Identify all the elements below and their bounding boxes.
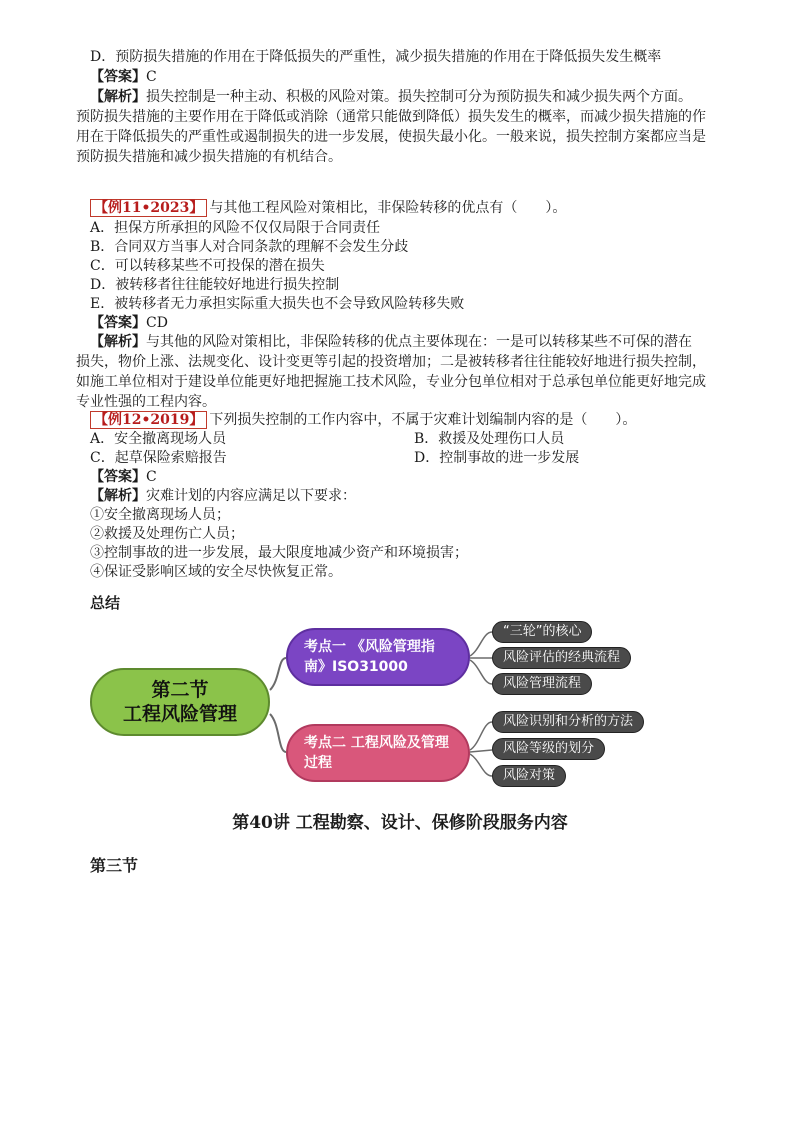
- q11-option-e: E．被转移者无力承担实际重大损失也不会导致风险转移失败: [90, 296, 465, 312]
- answer-prev: [90, 67, 157, 87]
- connector-b2-leaf2: [470, 750, 492, 752]
- q12-tag: 【例12•2019】: [90, 411, 207, 429]
- q11-stem: [90, 198, 566, 218]
- root-line-1: 第二节: [151, 679, 209, 701]
- q12-analysis-item-3: ③控制事故的进一步发展，最大限度地减少资产和环境损害；: [90, 545, 468, 561]
- mindmap-root: [90, 668, 270, 736]
- q11-option-d: D．被转移者往往能较好地进行损失控制: [90, 277, 340, 293]
- analysis-prev-2: 预防损失措施的主要作用在于降低或消除（通常只能做到降低）损失发生的概率，而减少损失措施的作: [76, 109, 706, 125]
- mindmap-branch-1: [286, 628, 470, 686]
- option-d-prev: D．预防损失措施的作用在于降低损失的严重性，减少损失措施的作用在于降低损失发生概率: [90, 49, 662, 65]
- q12-option-a: A．安全撤离现场人员: [90, 431, 227, 447]
- branch-2-label: 考点二 工程风险及管理过程: [304, 735, 449, 771]
- q11-answer: [90, 313, 168, 333]
- q12-stem: [90, 410, 636, 430]
- mindmap-leaf: 风险评估的经典流程: [492, 647, 631, 669]
- q12-option-c: C．起草保险索赔报告: [90, 450, 227, 466]
- q12-option-d: D．控制事故的进一步发展: [414, 450, 580, 466]
- mindmap-leaf: 风险对策: [492, 765, 566, 787]
- q11-option-b: B．合同双方当事人对合同条款的理解不会发生分歧: [90, 239, 409, 255]
- analysis-prev-1: [90, 87, 692, 107]
- connector-b1-leaf3: [470, 660, 492, 684]
- q11-option-c: C．可以转移某些不可投保的潜在损失: [90, 258, 325, 274]
- q11-analysis-4: 专业性强的工程内容。: [76, 394, 216, 410]
- q12-option-b: B．救援及处理伤口人员: [414, 431, 565, 447]
- q12-analysis-item-4: ④保证受影响区域的安全尽快恢复正常。: [90, 564, 342, 580]
- summary-heading: 总结: [90, 594, 121, 612]
- connector-root-branch1: [270, 658, 286, 690]
- analysis-text: 与其他的风险对策相比，非保险转移的优点主要体现在：一是可以转移某些不可保的潜在: [146, 334, 692, 350]
- analysis-text: 损失控制是一种主动、积极的风险对策。损失控制可分为预防损失和减少损失两个方面。: [146, 89, 692, 105]
- connector-b2-leaf3: [470, 754, 492, 776]
- branch-1-label: 考点一 《风险管理指南》ISO31000: [304, 639, 435, 675]
- analysis-label: 【解析】: [90, 488, 146, 504]
- lecture-title: 第40讲 工程勘察、设计、保修阶段服务内容: [232, 813, 568, 833]
- mindmap-leaf: 风险识别和分析的方法: [492, 711, 644, 733]
- answer-value: CD: [146, 315, 168, 331]
- answer-value: C: [146, 469, 157, 485]
- q11-tag: 【例11•2023】: [90, 199, 207, 217]
- analysis-label: 【解析】: [90, 334, 146, 350]
- root-line-2: 工程风险管理: [122, 703, 237, 725]
- analysis-label: 【解析】: [90, 89, 146, 105]
- q12-analysis-item-1: ①安全撤离现场人员；: [90, 507, 230, 523]
- q11-analysis-3: 如施工单位相对于建设单位能更好地把握施工技术风险，专业分包单位相对于总承包单位能更好地完成: [76, 374, 706, 390]
- q11-analysis-2: 损失，物价上涨、法规变化、设计变更等引起的投资增加；二是被转移者往往能较好地进行损失控制，: [76, 354, 706, 370]
- q11-option-a: A．担保方所承担的风险不仅仅局限于合同责任: [90, 220, 381, 236]
- connector-b1-leaf1: [470, 632, 492, 656]
- q12-stem-text: 下列损失控制的工作内容中，不属于灾难计划编制内容的是（ ）。: [209, 412, 637, 428]
- section-heading: 第三节: [90, 856, 139, 875]
- mindmap: [88, 610, 688, 790]
- mindmap-branch-2: [286, 724, 470, 782]
- q12-analysis-item-2: ②救援及处理伤亡人员；: [90, 526, 244, 542]
- q11-stem-text: 与其他工程风险对策相比，非保险转移的优点有（ ）。: [209, 200, 567, 216]
- mindmap-leaf: “三轮”的核心: [492, 621, 592, 643]
- answer-label: 【答案】: [90, 69, 146, 85]
- mindmap-leaf: 风险管理流程: [492, 673, 592, 695]
- analysis-prev-3: 用在于降低损失的严重性或遏制损失的进一步发展，使损失最小化。一般来说，损失控制方案都应当是: [76, 129, 706, 145]
- analysis-prev-4: 预防损失措施和减少损失措施的有机结合。: [76, 149, 342, 165]
- connector-root-branch2: [270, 714, 286, 752]
- q12-answer: [90, 467, 157, 487]
- answer-label: 【答案】: [90, 469, 146, 485]
- mindmap-leaf: 风险等级的划分: [492, 738, 605, 760]
- answer-label: 【答案】: [90, 315, 146, 331]
- analysis-text: 灾难计划的内容应满足以下要求：: [146, 488, 356, 504]
- q12-analysis-intro: [90, 486, 356, 506]
- q11-analysis-1: [90, 332, 692, 352]
- answer-value: C: [146, 69, 157, 85]
- connector-b2-leaf1: [470, 722, 492, 750]
